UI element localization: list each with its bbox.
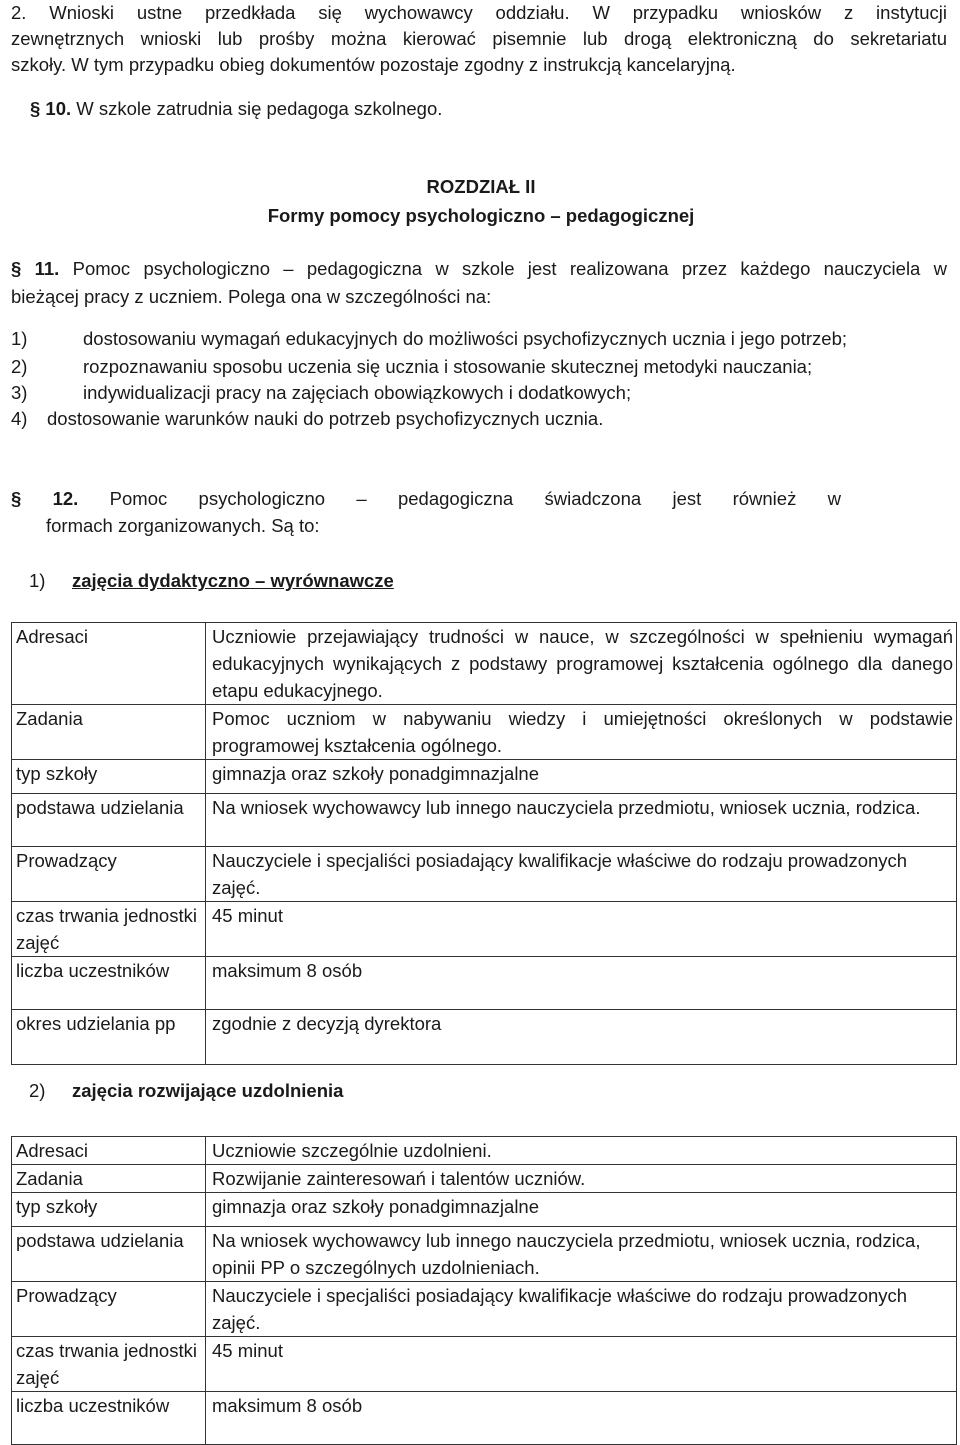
table-value: Uczniowie szczególnie uzdolnieni. (206, 1137, 957, 1165)
list-item-text: dostosowanie warunków nauki do potrzeb psychofizycznych ucznia. (47, 408, 604, 429)
table-value: Nauczyciele i specjaliści posiadający kwalifikacje właściwe do rodzaju prowadzonych zajęć. (206, 1282, 957, 1337)
table-row (12, 760, 957, 794)
table-key: typ szkoły (12, 760, 206, 794)
table-row (12, 957, 957, 1010)
table-row (12, 794, 957, 847)
paragraph-11-text-1: Pomoc psychologiczno – pedagogiczna w szkole jest realizowana przez każdego nauczyciela w (72, 258, 948, 279)
section-1-heading (29, 568, 394, 594)
table-key: liczba uczestników (12, 957, 206, 1010)
table-row (12, 1010, 957, 1065)
list-item-number: 1) (11, 328, 28, 349)
table-key: typ szkoły (12, 1193, 206, 1227)
table-value: Rozwijanie zainteresowań i talentów uczniów. (206, 1165, 957, 1193)
table-value: Na wniosek wychowawcy lub innego nauczyciela przedmiotu, wniosek ucznia, rodzica, opinii PP o szczególnych uzdolnieniach. (206, 1227, 957, 1282)
table-value: maksimum 8 osób (206, 1392, 957, 1445)
section-2-heading (29, 1078, 343, 1104)
table-value: Na wniosek wychowawcy lub innego nauczyciela przedmiotu, wniosek ucznia, rodzica. (206, 794, 957, 847)
table-key: Prowadzący (12, 1282, 206, 1337)
table-key: Zadania (12, 1165, 206, 1193)
list-item-number: 3) (11, 382, 28, 403)
table-value: gimnazja oraz szkoły ponadgimnazjalne (206, 1193, 957, 1227)
table-row (12, 623, 957, 705)
section-2-title: zajęcia rozwijające uzdolnienia (72, 1080, 344, 1101)
paragraph-11-line-2: bieżącej pracy z uczniem. Polega ona w szczególności na: (11, 286, 492, 307)
table-row (12, 1137, 957, 1165)
paragraph-12-text-1: Pomoc psychologiczno – pedagogiczna świadczona jest również w (109, 488, 842, 509)
table-row (12, 1165, 957, 1193)
table-row (12, 705, 957, 760)
table-value: Nauczyciele i specjaliści posiadający kwalifikacje właściwe do rodzaju prowadzonych zajęć. (206, 847, 957, 902)
table-key: podstawa udzielania (12, 794, 206, 847)
table-value: 45 minut (206, 1337, 957, 1392)
table-key: Zadania (12, 705, 206, 760)
section-1-title: zajęcia dydaktyczno – wyrównawcze (72, 570, 394, 591)
section-1-table (11, 622, 957, 1065)
paragraph-10-number: § 10. (30, 98, 72, 119)
table-key: liczba uczestników (12, 1392, 206, 1445)
section-1-number: 1) (29, 570, 46, 591)
table-value: 45 minut (206, 902, 957, 957)
table-row (12, 1282, 957, 1337)
section-2-number: 2) (29, 1080, 46, 1101)
table-key: Prowadzący (12, 847, 206, 902)
table-key: czas trwania jednostki zajęć (12, 1337, 206, 1392)
list-item (11, 406, 603, 432)
table-key: Adresaci (12, 1137, 206, 1165)
paragraph-12-number: § 12. (11, 488, 79, 509)
table-key: czas trwania jednostki zajęć (12, 902, 206, 957)
list-item (11, 354, 812, 380)
list-item-text: indywidualizacji pracy na zajęciach obowiązkowych i dodatkowych; (83, 382, 632, 403)
table-value: Uczniowie przejawiający trudności w nauce, w szczególności w spełnieniu wymagań edukacyjnych wynikających z podstawy programowej kształcenia ogólnego dla danego etapu edukacyjnego. (206, 623, 957, 705)
paragraph-11-line-1 (11, 256, 947, 282)
table-value: Pomoc uczniom w nabywaniu wiedzy i umiejętności określonych w podstawie programowej kształcenia ogólnego. (206, 705, 957, 760)
section-2-table (11, 1136, 957, 1445)
paragraph-11-number: § 11. (11, 258, 60, 279)
table-key: Adresaci (12, 623, 206, 705)
table-row (12, 902, 957, 957)
list-item (11, 380, 631, 406)
table-value: maksimum 8 osób (206, 957, 957, 1010)
paragraph-10 (30, 96, 442, 122)
intro-line-3: szkoły. W tym przypadku obieg dokumentów pozostaje zgodny z instrukcją kancelaryjną. (11, 54, 736, 75)
paragraph-12-line-2: formach zorganizowanych. Są to: (46, 515, 320, 536)
table-value: zgodnie z decyzją dyrektora (206, 1010, 957, 1065)
table-value: gimnazja oraz szkoły ponadgimnazjalne (206, 760, 957, 794)
table-row (12, 1337, 957, 1392)
intro-line-1: 2. Wnioski ustne przedkłada się wychowawcy oddziału. W przypadku wniosków z instytucji (11, 2, 947, 23)
list-item-number: 4) (11, 408, 28, 429)
table-row (12, 847, 957, 902)
table-row (12, 1227, 957, 1282)
table-row (12, 1392, 957, 1445)
intro-line-2: zewnętrznych wnioski lub prośby można kierować pisemnie lub drogą elektroniczną do sekretariatu (11, 28, 947, 49)
list-item-text: rozpoznawaniu sposobu uczenia się ucznia i stosowanie skutecznej metodyki nauczania; (83, 356, 813, 377)
list-item (11, 326, 847, 352)
list-item-number: 2) (11, 356, 28, 377)
table-key: podstawa udzielania (12, 1227, 206, 1282)
paragraph-10-text: W szkole zatrudnia się pedagoga szkolnego. (76, 98, 443, 119)
list-item-text: dostosowaniu wymagań edukacyjnych do możliwości psychofizycznych ucznia i jego potrzeb; (83, 328, 848, 349)
paragraph-12-line-1 (11, 486, 841, 512)
chapter-subtitle: Formy pomocy psychologiczno – pedagogicznej (267, 205, 695, 226)
table-row (12, 1193, 957, 1227)
chapter-title: ROZDZIAŁ II (426, 176, 536, 197)
table-key: okres udzielania pp (12, 1010, 206, 1065)
